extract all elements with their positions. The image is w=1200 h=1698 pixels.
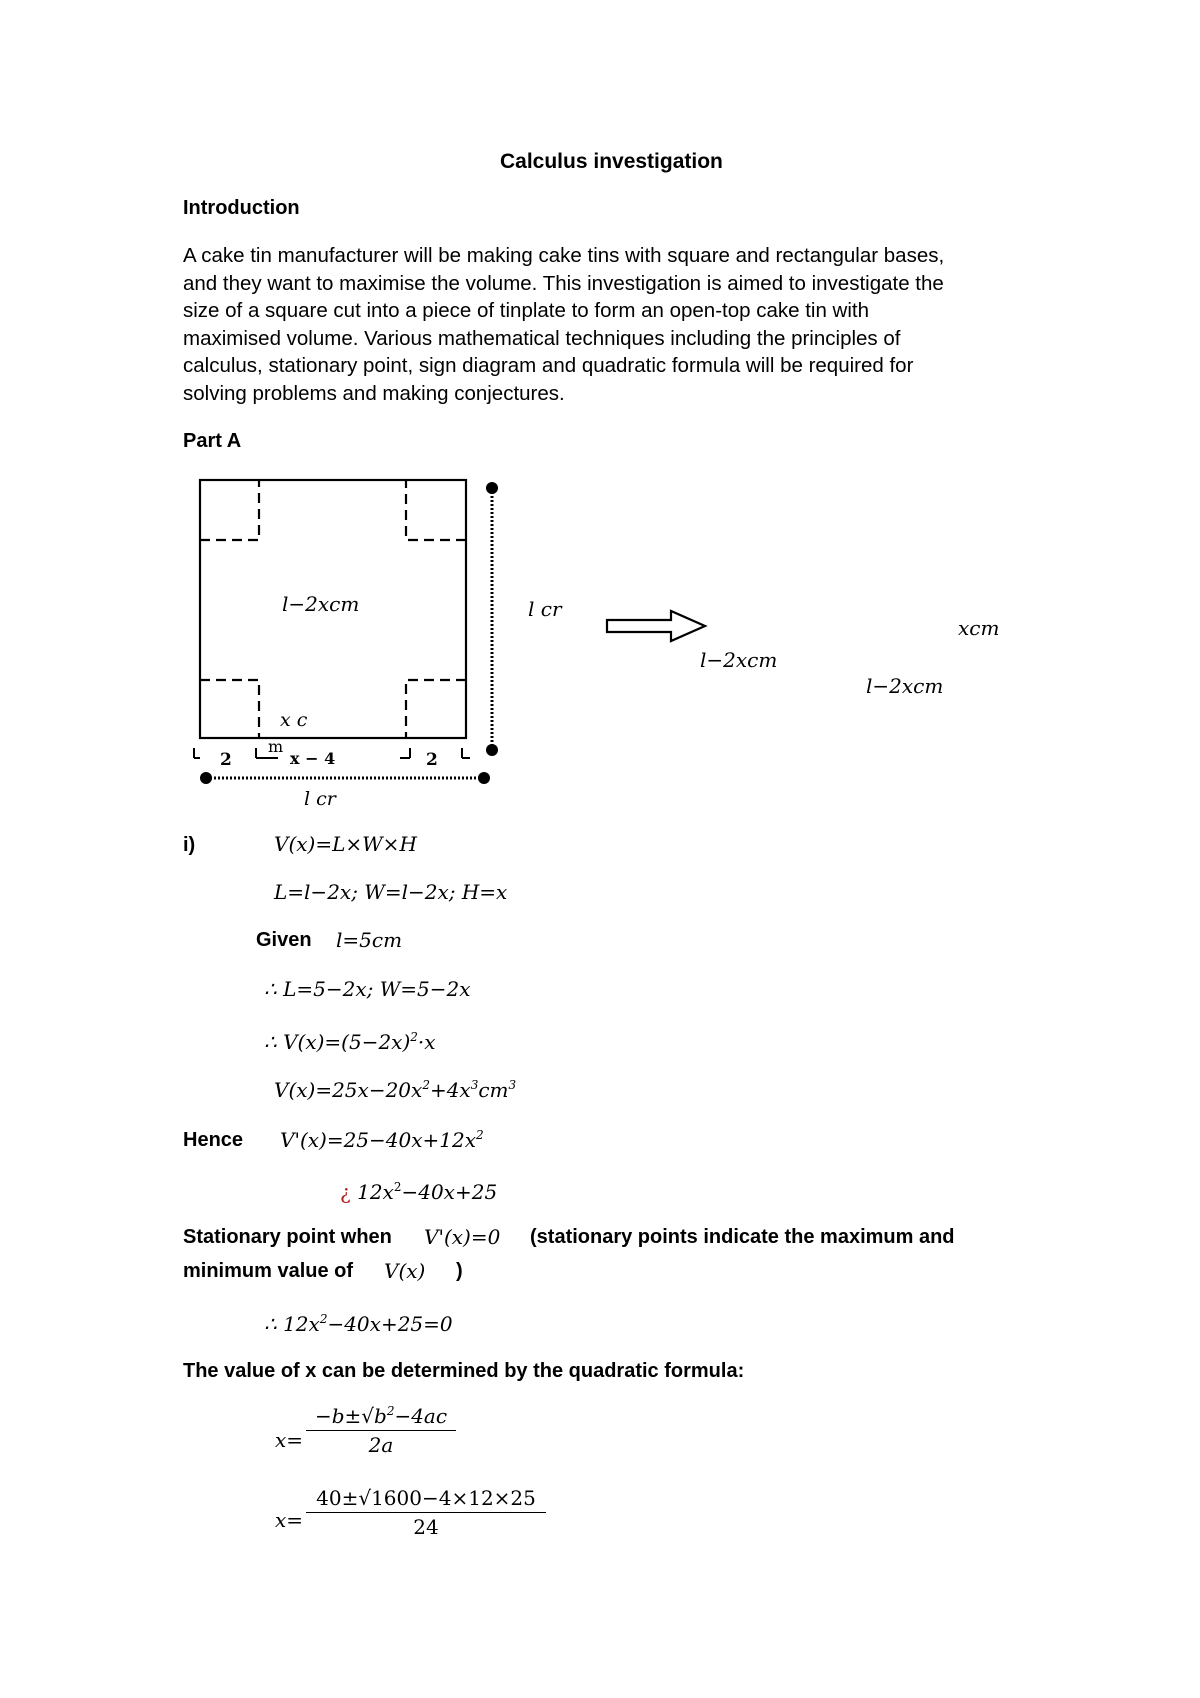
dimension-expressions: L=l−2x; W=l−2x; H=x bbox=[274, 880, 508, 904]
missing-glyph: ¿ bbox=[340, 1180, 351, 1204]
fold-arrow-icon bbox=[605, 608, 715, 644]
stationary-equation: ∴ $12x^2-40x+25=0$ bbox=[264, 1312, 453, 1336]
quadratic-formula bbox=[306, 1404, 456, 1457]
intro-line: calculus, stationary point, sign diagram and quadratic formula will be required for bbox=[183, 354, 914, 378]
stationary-note: (stationary points indicate the maximum and bbox=[530, 1226, 955, 1248]
stationary-condition: V'(x)=0 bbox=[424, 1225, 501, 1249]
intro-line: and they want to maximise the volume. This investigation is aimed to investigate the bbox=[183, 271, 944, 295]
page-title: Calculus investigation bbox=[500, 150, 723, 173]
given-label: Given bbox=[256, 929, 312, 951]
quadratic-lhs: x= bbox=[275, 1428, 304, 1452]
hence-label: Hence bbox=[183, 1129, 244, 1151]
corner-cut-bottom-left bbox=[200, 680, 259, 738]
part-a-heading: Part A bbox=[183, 430, 242, 452]
stationary-text: Stationary point when bbox=[183, 1226, 392, 1248]
tin-length-label: l−2xcm bbox=[700, 648, 778, 672]
quadratic-numerator: $-b\pm√b^2-4ac$ bbox=[306, 1404, 456, 1431]
volume-expanded: $V(x)=25x-20x^2+4x^3cm^3$ bbox=[274, 1078, 517, 1102]
stationary-note-cont: minimum value of bbox=[183, 1260, 354, 1282]
quadratic-denominator: 2a bbox=[368, 1433, 394, 1457]
corner-cut-top-right bbox=[406, 480, 466, 540]
substituted-dimensions: ∴ L=5−2x; W=5−2x bbox=[264, 977, 471, 1001]
side-length-label: l cr bbox=[528, 597, 562, 621]
intro-line: A cake tin manufacturer will be making cake tins with square and rectangular bases, bbox=[183, 244, 945, 267]
side-measure-top-dot bbox=[486, 482, 498, 494]
volume-formula: V(x)=L×W×H bbox=[274, 832, 417, 856]
given-value: l=5cm bbox=[336, 928, 403, 952]
bottom-length-label: l cr bbox=[304, 788, 336, 810]
substituted-lhs: x= bbox=[275, 1508, 304, 1532]
base-side-label: l−2xcm bbox=[282, 592, 360, 616]
derivative: $V'(x)=25-40x+12x^2$ bbox=[280, 1128, 484, 1152]
substituted-numerator: 40±√1600−4×12×25 bbox=[306, 1486, 546, 1513]
substituted-formula bbox=[306, 1486, 546, 1539]
tinplate-diagram bbox=[180, 470, 520, 810]
intro-paragraph bbox=[183, 242, 1063, 408]
quadratic-intro: The value of x can be determined by the quadratic formula: bbox=[183, 1360, 745, 1382]
bottom-tick-right: 2 bbox=[426, 750, 438, 770]
bottom-measure-left-dot bbox=[200, 772, 212, 784]
intro-line: maximised volume. Various mathematical techniques including the principles of bbox=[183, 326, 901, 350]
bottom-measure-right-dot bbox=[478, 772, 490, 784]
corner-cut-bottom-right bbox=[406, 680, 466, 738]
bottom-tick-middle: x − 4 bbox=[290, 749, 336, 768]
intro-line: size of a square cut into a piece of tinplate to form an open-top cake tin with bbox=[183, 299, 870, 323]
stationary-function: V(x) bbox=[384, 1259, 426, 1283]
intro-line: solving problems and making conjectures. bbox=[183, 381, 565, 405]
x-cm-fragment: m bbox=[268, 737, 284, 756]
volume-factored: ∴ $V(x)=(5-2x)^2\cdot x$ bbox=[264, 1030, 436, 1054]
tin-height-label: xcm bbox=[958, 616, 1000, 640]
bottom-tick-left: 2 bbox=[220, 750, 232, 770]
cut-size-label: x c bbox=[280, 709, 308, 731]
intro-heading: Introduction bbox=[183, 197, 300, 219]
stationary-note-close: ) bbox=[456, 1260, 463, 1282]
tin-width-label: l−2xcm bbox=[866, 674, 944, 698]
side-measure-bottom-dot bbox=[486, 744, 498, 756]
corner-cut-top-left bbox=[200, 480, 259, 540]
derivative-reordered: ¿ $12x^2-40x+25$ bbox=[340, 1180, 498, 1204]
substituted-denominator: 24 bbox=[413, 1515, 439, 1539]
part-i-label: i) bbox=[183, 834, 196, 856]
